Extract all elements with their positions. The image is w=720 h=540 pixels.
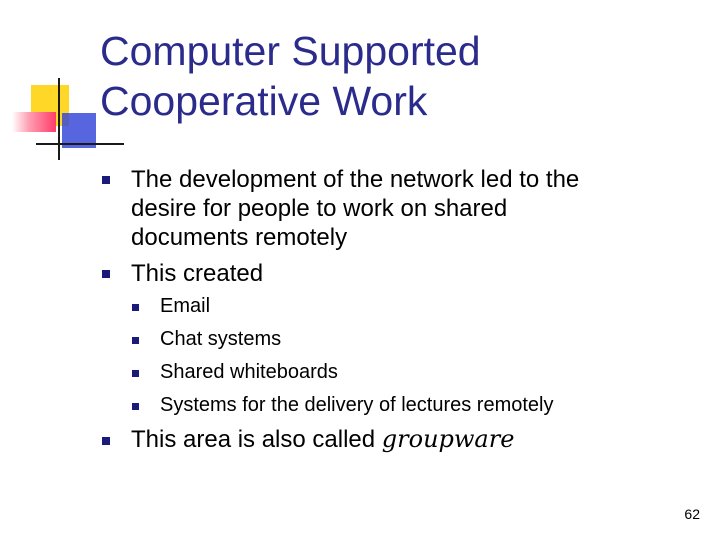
sub-bullet-email: Email [160,295,211,317]
page-number: 62 [684,506,700,522]
decor-red-bar [12,112,56,132]
sub-bullet-marker [132,370,139,377]
bullet-line: desire for people to work on shared [131,195,508,222]
bullet-marker [102,437,110,445]
bullet-marker [102,176,110,184]
slide-title [100,26,481,126]
bullet-network-development [131,165,579,252]
bullet-groupware [131,425,514,454]
bullet-marker [102,270,110,278]
sub-bullet-marker [132,304,139,311]
sub-bullet-lecture-delivery: Systems for the delivery of lectures remotely [160,394,554,416]
bullet-line: documents remotely [131,224,348,251]
sub-bullet-shared-whiteboards: Shared whiteboards [160,361,338,383]
bullet-line: The development of the network led to the [131,166,580,193]
decor-vertical-line [58,78,60,160]
bullet-this-created: This created [131,260,264,287]
decor-horizontal-line [36,143,124,145]
slide-title-line-2: Cooperative Work [100,78,428,124]
bullet-groupware-prefix: This area is also called [131,426,382,453]
sub-bullet-marker [132,337,139,344]
slide-title-line-1: Computer Supported [100,28,481,74]
bullet-groupware-emphasis: groupware [381,425,515,453]
sub-bullet-marker [132,403,139,410]
sub-bullet-chat-systems: Chat systems [160,328,282,350]
